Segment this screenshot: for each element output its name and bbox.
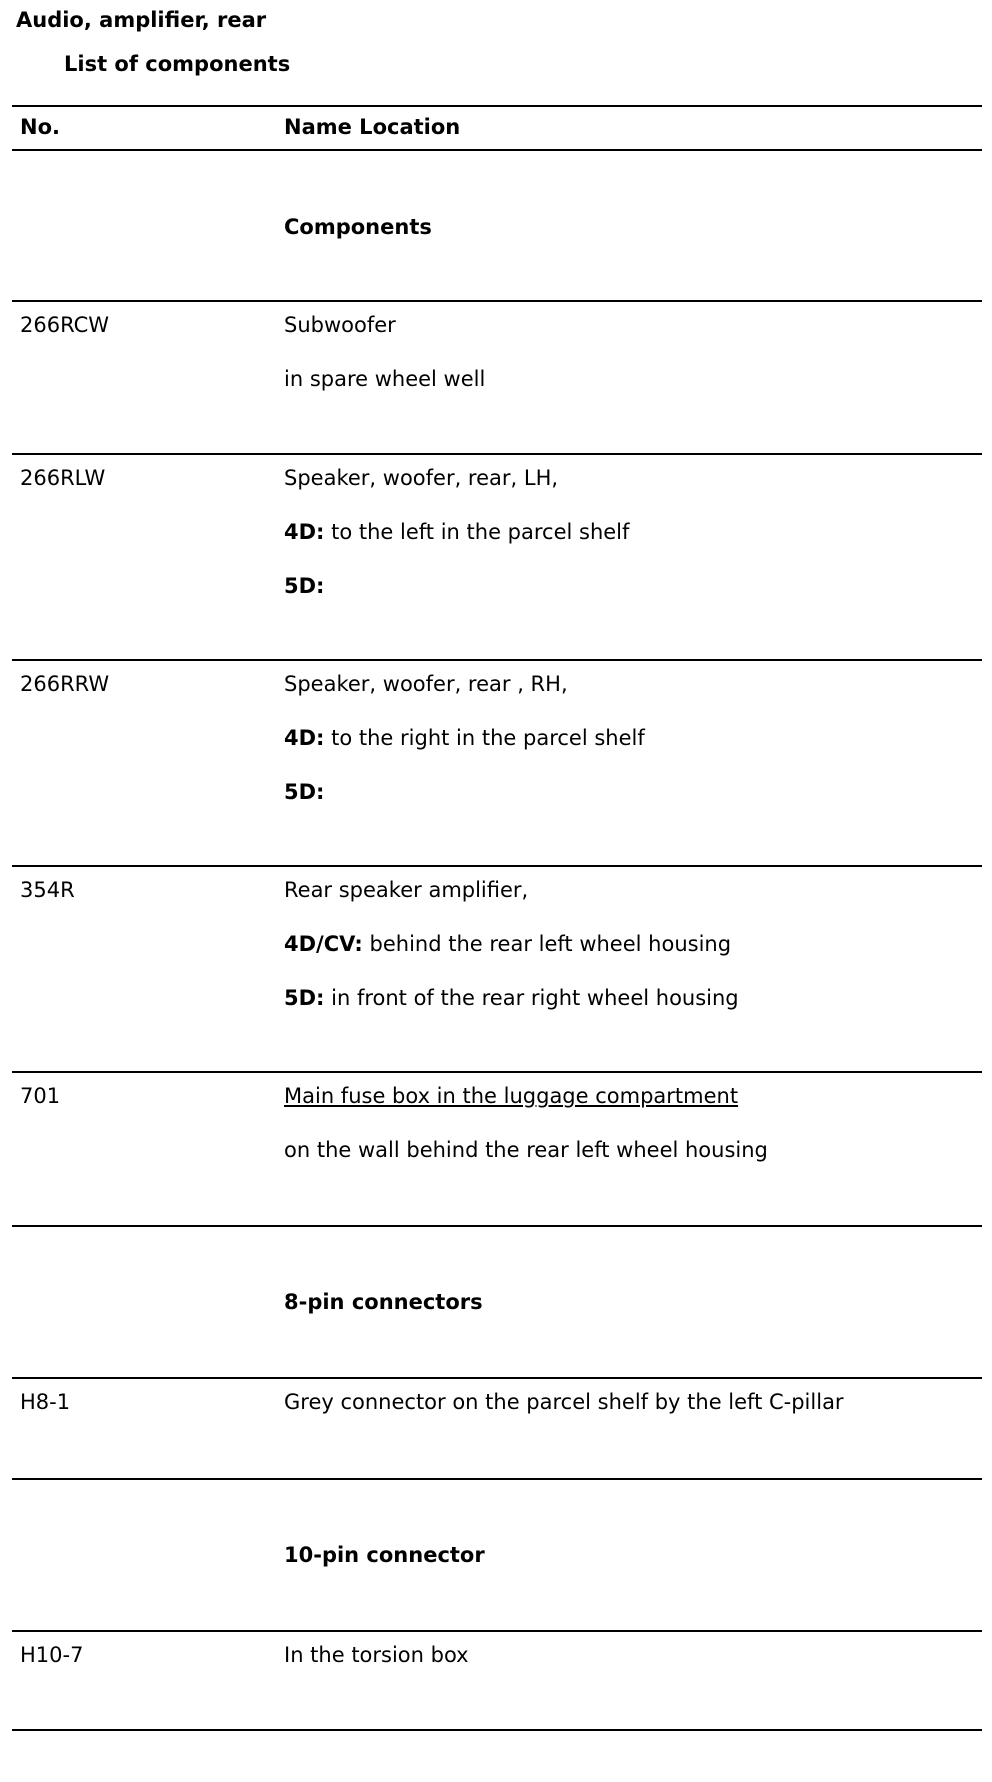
variant-label: 4D: — [284, 726, 325, 750]
row-name-torsion-box: In the torsion box — [284, 1643, 469, 1667]
row-variant-woofer-rh-5d — [284, 777, 324, 807]
row-name-grey-connector: Grey connector on the parcel shelf by the left C-pillar — [284, 1390, 844, 1414]
header-no: No. — [20, 115, 60, 139]
row-variant-woofer-lh-5d — [284, 571, 324, 601]
row-location-subwoofer: in spare wheel well — [284, 367, 486, 391]
row-location-fuse-box: on the wall behind the rear left wheel housing — [284, 1138, 768, 1162]
table-rule-top — [12, 105, 982, 107]
table-rule — [12, 300, 982, 302]
table-rule — [12, 659, 982, 661]
variant-label: 5D: — [284, 986, 325, 1010]
variant-text: behind the rear left wheel housing — [362, 932, 732, 956]
row-name-amplifier: Rear speaker amplifier, — [284, 878, 529, 902]
table-rule — [12, 865, 982, 867]
row-no-701: 701 — [20, 1084, 61, 1108]
header-name-location: Name Location — [284, 115, 461, 139]
table-rule-bottom — [12, 1729, 982, 1731]
section-heading-10-pin: 10-pin connector — [284, 1543, 485, 1567]
row-name-woofer-lh: Speaker, woofer, rear, LH, — [284, 466, 559, 490]
row-name-woofer-rh: Speaker, woofer, rear , RH, — [284, 672, 568, 696]
row-no-266rcw: 266RCW — [20, 313, 110, 337]
table-rule — [12, 453, 982, 455]
row-variant-amplifier-5d — [284, 983, 739, 1013]
variant-label: 5D: — [284, 780, 325, 804]
row-variant-woofer-lh-4d — [284, 517, 629, 547]
table-rule — [12, 1630, 982, 1632]
row-no-266rrw: 266RRW — [20, 672, 110, 696]
variant-text: to the right in the parcel shelf — [324, 726, 645, 750]
table-rule — [12, 1478, 982, 1480]
table-rule — [12, 1225, 982, 1227]
table-rule-header — [12, 149, 982, 151]
section-heading-components: Components — [284, 215, 432, 239]
row-name-subwoofer: Subwoofer — [284, 313, 396, 337]
variant-label: 5D: — [284, 574, 325, 598]
table-rule — [12, 1377, 982, 1379]
document-subtitle: List of components — [64, 52, 291, 76]
document-title: Audio, amplifier, rear — [16, 8, 267, 32]
table-rule — [12, 1071, 982, 1073]
row-no-354r: 354R — [20, 878, 75, 902]
main-fuse-box-link[interactable]: Main fuse box in the luggage compartment — [284, 1084, 739, 1108]
variant-text: in front of the rear right wheel housing — [324, 986, 739, 1010]
variant-label: 4D: — [284, 520, 325, 544]
row-no-h10-7: H10-7 — [20, 1643, 84, 1667]
variant-text: to the left in the parcel shelf — [324, 520, 630, 544]
variant-label: 4D/CV: — [284, 932, 363, 956]
row-variant-amplifier-4dcv — [284, 929, 731, 959]
section-heading-8-pin: 8-pin connectors — [284, 1290, 483, 1314]
row-no-h8-1: H8-1 — [20, 1390, 71, 1414]
row-no-266rlw: 266RLW — [20, 466, 106, 490]
row-variant-woofer-rh-4d — [284, 723, 645, 753]
